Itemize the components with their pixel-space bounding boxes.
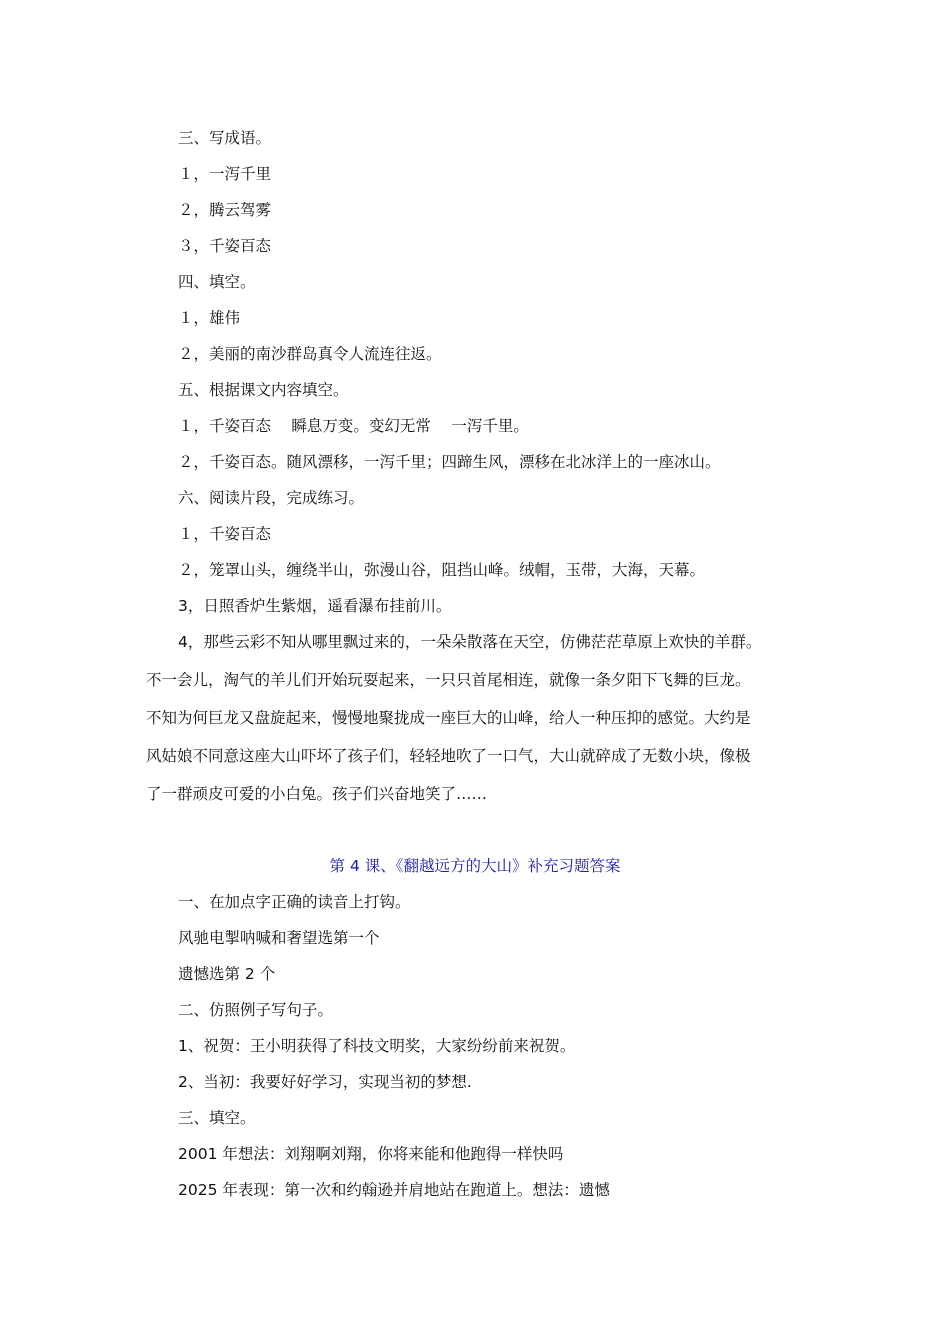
answer-line: 2001 年想法：刘翔啊刘翔，你将来能和他跑得一样快吗: [178, 1145, 564, 1163]
section-heading-6: 六、阅读片段，完成练习。: [178, 489, 365, 507]
answer-line: ２，千姿百态。随风漂移，一泻千里；四蹄生风，漂移在北冰洋上的一座冰山。: [178, 453, 721, 471]
answer-line: 3，日照香炉生紫烟，遥看瀑布挂前川。: [178, 597, 452, 615]
section-heading-5: 五、根据课文内容填空。: [178, 381, 349, 399]
answer-line: ３，千姿百态: [178, 237, 272, 255]
answer-line: 风驰电掣呐喊和奢望选第一个: [178, 929, 380, 947]
section-heading-3: 三、填空。: [178, 1109, 256, 1127]
answer-line: 遗憾选第 2 个: [178, 965, 276, 983]
answer-line: １，一泻千里: [178, 165, 272, 183]
answer-line: ２，腾云驾雾: [178, 201, 272, 219]
section-heading-1: 一、在加点字正确的读音上打钩。: [178, 893, 411, 911]
answer-line: 2、当初：我要好好学习，实现当初的梦想.: [178, 1073, 472, 1091]
lesson-title: 第 4 课、《翻越远方的大山》补充习题答案: [329, 857, 621, 875]
section-heading-4: 四、填空。: [178, 273, 256, 291]
answer-line: １，雄伟: [178, 309, 241, 327]
paragraph-line: 不知为何巨龙又盘旋起来，慢慢地聚拢成一座巨大的山峰，给人一种压抑的感觉。大约是: [146, 709, 751, 727]
paragraph-line: 不一会儿，淘气的羊儿们开始玩耍起来，一只只首尾相连，就像一条夕阳下飞舞的巨龙。: [146, 671, 751, 689]
answer-line: １，千姿百态 瞬息万变。变幻无常 一泻千里。: [178, 417, 529, 435]
section-heading-2: 二、仿照例子写句子。: [178, 1001, 334, 1019]
answer-line: ２，笼罩山头，缠绕半山，弥漫山谷，阻挡山峰。绒帽，玉带，大海，天幕。: [178, 561, 706, 579]
section-heading-3: 三、写成语。: [178, 129, 272, 147]
answer-line: １，千姿百态: [178, 525, 272, 543]
answer-line: 2025 年表现：第一次和约翰逊并肩地站在跑道上。想法：遗憾: [178, 1181, 610, 1199]
answer-line: 1、祝贺：王小明获得了科技文明奖，大家纷纷前来祝贺。: [178, 1037, 576, 1055]
answer-line: ２，美丽的南沙群岛真令人流连往返。: [178, 345, 442, 363]
paragraph-line: 4，那些云彩不知从哪里飘过来的，一朵朵散落在天空，仿佛茫茫草原上欢快的羊群。: [178, 633, 762, 651]
paragraph-line: 了一群顽皮可爱的小白兔。孩子们兴奋地笑了……: [146, 785, 488, 803]
paragraph-line: 风姑娘不同意这座大山吓坏了孩子们，轻轻地吹了一口气，大山就碎成了无数小块，像极: [146, 747, 751, 765]
